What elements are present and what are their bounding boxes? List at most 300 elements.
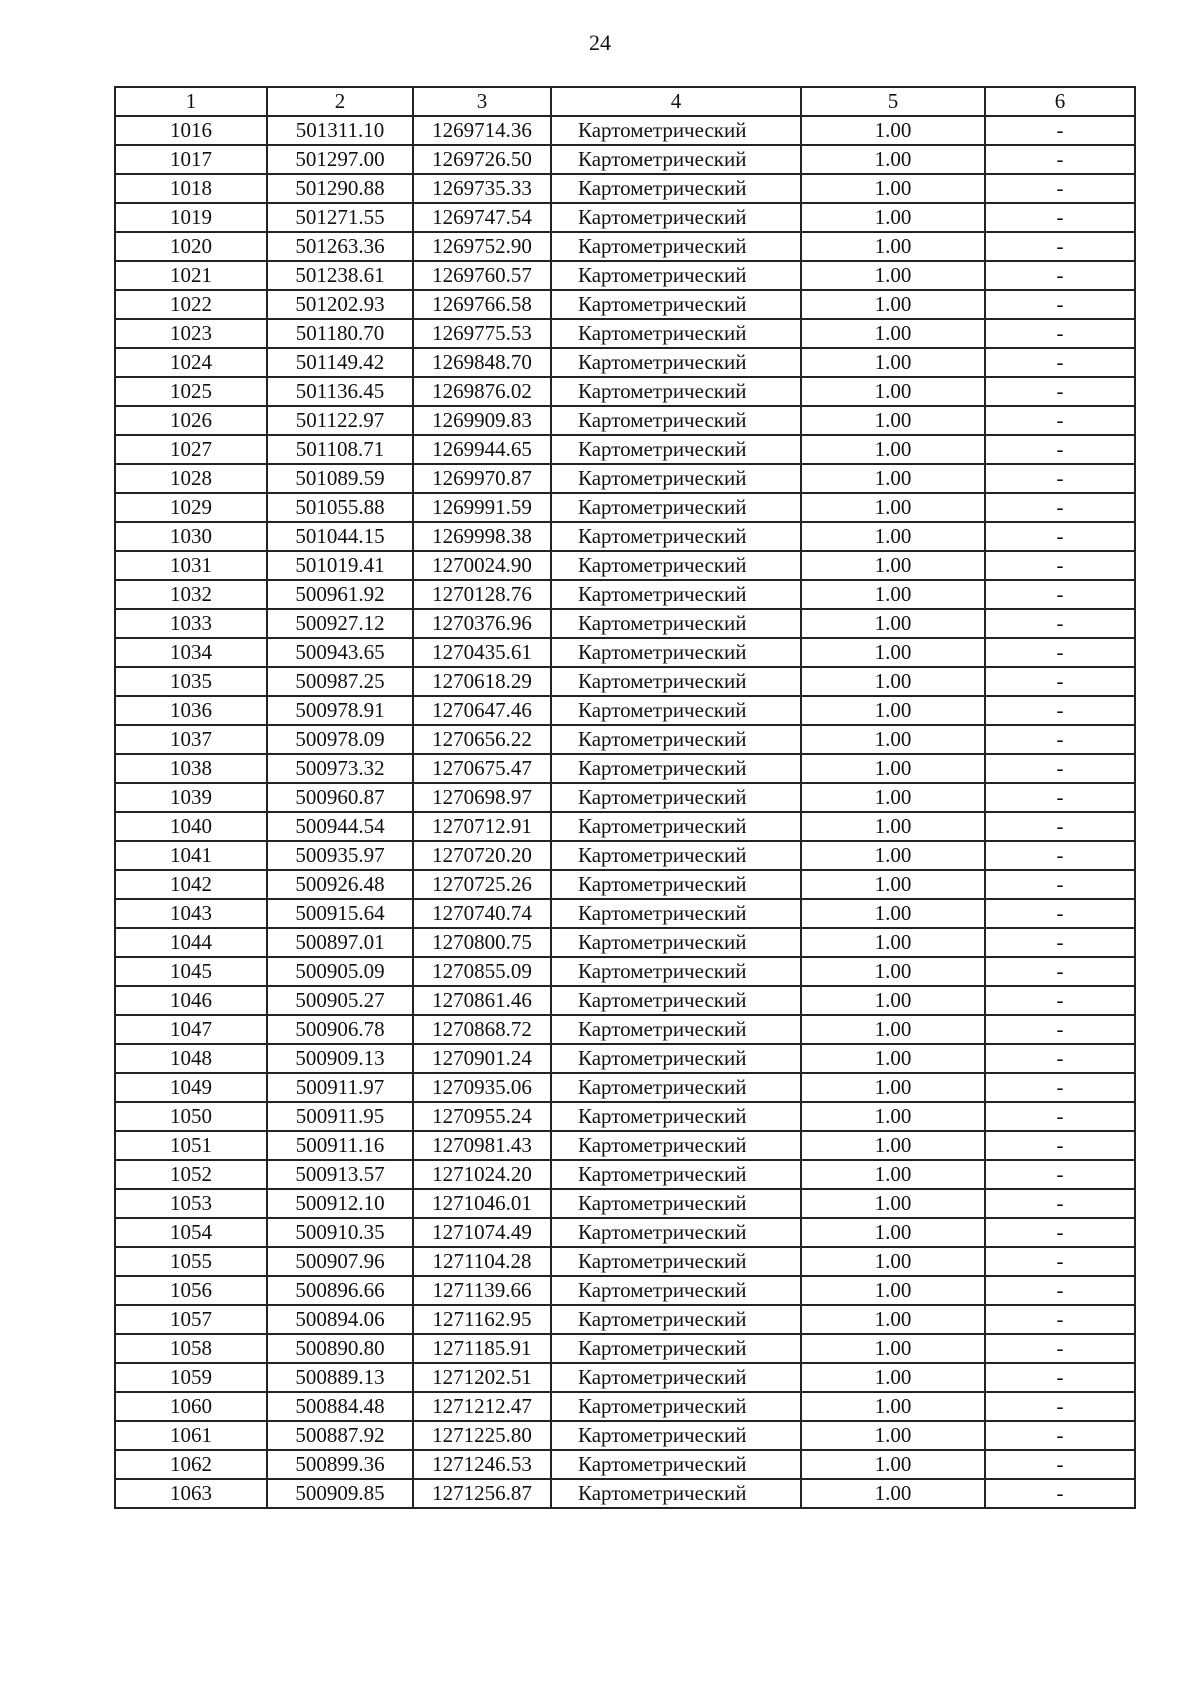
method-cell: Картометрический: [551, 203, 801, 232]
y-coordinate-cell: 1269944.65: [413, 435, 551, 464]
accuracy-cell: 1.00: [801, 1073, 985, 1102]
point-number-cell: 1027: [115, 435, 267, 464]
x-coordinate-cell: 500894.06: [267, 1305, 413, 1334]
note-cell: -: [985, 116, 1135, 145]
y-coordinate-cell: 1271246.53: [413, 1450, 551, 1479]
note-cell: -: [985, 522, 1135, 551]
x-coordinate-cell: 501108.71: [267, 435, 413, 464]
note-cell: -: [985, 1392, 1135, 1421]
y-coordinate-cell: 1269714.36: [413, 116, 551, 145]
method-cell: Картометрический: [551, 957, 801, 986]
note-cell: -: [985, 986, 1135, 1015]
note-cell: -: [985, 464, 1135, 493]
method-cell: Картометрический: [551, 1305, 801, 1334]
x-coordinate-cell: 500911.95: [267, 1102, 413, 1131]
point-number-cell: 1029: [115, 493, 267, 522]
y-coordinate-cell: 1271024.20: [413, 1160, 551, 1189]
accuracy-cell: 1.00: [801, 1450, 985, 1479]
column-header-6: 6: [985, 87, 1135, 116]
y-coordinate-cell: 1271185.91: [413, 1334, 551, 1363]
accuracy-cell: 1.00: [801, 1305, 985, 1334]
x-coordinate-cell: 501180.70: [267, 319, 413, 348]
note-cell: -: [985, 1450, 1135, 1479]
x-coordinate-cell: 500927.12: [267, 609, 413, 638]
point-number-cell: 1055: [115, 1247, 267, 1276]
method-cell: Картометрический: [551, 145, 801, 174]
note-cell: -: [985, 841, 1135, 870]
method-cell: Картометрический: [551, 667, 801, 696]
note-cell: -: [985, 232, 1135, 261]
accuracy-cell: 1.00: [801, 1044, 985, 1073]
table-row: [115, 841, 1135, 870]
table-row: [115, 1305, 1135, 1334]
method-cell: Картометрический: [551, 464, 801, 493]
accuracy-cell: 1.00: [801, 174, 985, 203]
y-coordinate-cell: 1270955.24: [413, 1102, 551, 1131]
note-cell: -: [985, 725, 1135, 754]
table-body: [115, 116, 1135, 1508]
method-cell: Картометрический: [551, 261, 801, 290]
accuracy-cell: 1.00: [801, 1015, 985, 1044]
accuracy-cell: 1.00: [801, 145, 985, 174]
accuracy-cell: 1.00: [801, 783, 985, 812]
point-number-cell: 1041: [115, 841, 267, 870]
table-row: [115, 1073, 1135, 1102]
note-cell: -: [985, 203, 1135, 232]
table-row: [115, 203, 1135, 232]
note-cell: -: [985, 1073, 1135, 1102]
table-row: [115, 1131, 1135, 1160]
method-cell: Картометрический: [551, 116, 801, 145]
note-cell: -: [985, 783, 1135, 812]
method-cell: Картометрический: [551, 1247, 801, 1276]
note-cell: -: [985, 1247, 1135, 1276]
y-coordinate-cell: 1271256.87: [413, 1479, 551, 1508]
table-header-row: [115, 87, 1135, 116]
accuracy-cell: 1.00: [801, 116, 985, 145]
y-coordinate-cell: 1270712.91: [413, 812, 551, 841]
table-row: [115, 348, 1135, 377]
table-row: [115, 319, 1135, 348]
column-header-1: 1: [115, 87, 267, 116]
table-row: [115, 522, 1135, 551]
table-row: [115, 899, 1135, 928]
method-cell: Картометрический: [551, 899, 801, 928]
y-coordinate-cell: 1271104.28: [413, 1247, 551, 1276]
note-cell: -: [985, 174, 1135, 203]
accuracy-cell: 1.00: [801, 754, 985, 783]
accuracy-cell: 1.00: [801, 580, 985, 609]
method-cell: Картометрический: [551, 1102, 801, 1131]
table-row: [115, 406, 1135, 435]
y-coordinate-cell: 1270800.75: [413, 928, 551, 957]
y-coordinate-cell: 1270675.47: [413, 754, 551, 783]
note-cell: -: [985, 580, 1135, 609]
point-number-cell: 1018: [115, 174, 267, 203]
x-coordinate-cell: 500889.13: [267, 1363, 413, 1392]
point-number-cell: 1036: [115, 696, 267, 725]
accuracy-cell: 1.00: [801, 464, 985, 493]
note-cell: -: [985, 1131, 1135, 1160]
y-coordinate-cell: 1270740.74: [413, 899, 551, 928]
y-coordinate-cell: 1270720.20: [413, 841, 551, 870]
y-coordinate-cell: 1270861.46: [413, 986, 551, 1015]
y-coordinate-cell: 1269726.50: [413, 145, 551, 174]
accuracy-cell: 1.00: [801, 1189, 985, 1218]
note-cell: -: [985, 638, 1135, 667]
table-row: [115, 1450, 1135, 1479]
x-coordinate-cell: 500897.01: [267, 928, 413, 957]
accuracy-cell: 1.00: [801, 899, 985, 928]
x-coordinate-cell: 500890.80: [267, 1334, 413, 1363]
column-header-4: 4: [551, 87, 801, 116]
point-number-cell: 1046: [115, 986, 267, 1015]
y-coordinate-cell: 1269848.70: [413, 348, 551, 377]
point-number-cell: 1040: [115, 812, 267, 841]
y-coordinate-cell: 1269991.59: [413, 493, 551, 522]
coordinates-table: [114, 86, 1136, 1509]
method-cell: Картометрический: [551, 841, 801, 870]
x-coordinate-cell: 501290.88: [267, 174, 413, 203]
accuracy-cell: 1.00: [801, 203, 985, 232]
x-coordinate-cell: 500905.09: [267, 957, 413, 986]
note-cell: -: [985, 145, 1135, 174]
y-coordinate-cell: 1270855.09: [413, 957, 551, 986]
note-cell: -: [985, 319, 1135, 348]
accuracy-cell: 1.00: [801, 986, 985, 1015]
accuracy-cell: 1.00: [801, 1102, 985, 1131]
method-cell: Картометрический: [551, 406, 801, 435]
x-coordinate-cell: 501271.55: [267, 203, 413, 232]
point-number-cell: 1037: [115, 725, 267, 754]
accuracy-cell: 1.00: [801, 1247, 985, 1276]
accuracy-cell: 1.00: [801, 1363, 985, 1392]
method-cell: Картометрический: [551, 1015, 801, 1044]
method-cell: Картометрический: [551, 348, 801, 377]
table-row: [115, 377, 1135, 406]
table-row: [115, 1421, 1135, 1450]
accuracy-cell: 1.00: [801, 957, 985, 986]
note-cell: -: [985, 261, 1135, 290]
table-row: [115, 870, 1135, 899]
x-coordinate-cell: 501202.93: [267, 290, 413, 319]
note-cell: -: [985, 899, 1135, 928]
x-coordinate-cell: 500911.16: [267, 1131, 413, 1160]
x-coordinate-cell: 500915.64: [267, 899, 413, 928]
x-coordinate-cell: 501263.36: [267, 232, 413, 261]
table-row: [115, 1015, 1135, 1044]
x-coordinate-cell: 501238.61: [267, 261, 413, 290]
table-row: [115, 667, 1135, 696]
point-number-cell: 1023: [115, 319, 267, 348]
accuracy-cell: 1.00: [801, 928, 985, 957]
x-coordinate-cell: 500899.36: [267, 1450, 413, 1479]
accuracy-cell: 1.00: [801, 609, 985, 638]
note-cell: -: [985, 609, 1135, 638]
method-cell: Картометрический: [551, 812, 801, 841]
table-row: [115, 1247, 1135, 1276]
x-coordinate-cell: 500905.27: [267, 986, 413, 1015]
y-coordinate-cell: 1269735.33: [413, 174, 551, 203]
x-coordinate-cell: 500978.09: [267, 725, 413, 754]
y-coordinate-cell: 1269760.57: [413, 261, 551, 290]
x-coordinate-cell: 501311.10: [267, 116, 413, 145]
table-row: [115, 145, 1135, 174]
point-number-cell: 1025: [115, 377, 267, 406]
accuracy-cell: 1.00: [801, 551, 985, 580]
accuracy-cell: 1.00: [801, 1218, 985, 1247]
table-row: [115, 1363, 1135, 1392]
accuracy-cell: 1.00: [801, 1160, 985, 1189]
y-coordinate-cell: 1269766.58: [413, 290, 551, 319]
column-header-5: 5: [801, 87, 985, 116]
method-cell: Картометрический: [551, 1073, 801, 1102]
point-number-cell: 1052: [115, 1160, 267, 1189]
point-number-cell: 1063: [115, 1479, 267, 1508]
y-coordinate-cell: 1270435.61: [413, 638, 551, 667]
x-coordinate-cell: 500935.97: [267, 841, 413, 870]
method-cell: Картометрический: [551, 232, 801, 261]
x-coordinate-cell: 500926.48: [267, 870, 413, 899]
column-header-3: 3: [413, 87, 551, 116]
y-coordinate-cell: 1269775.53: [413, 319, 551, 348]
y-coordinate-cell: 1269970.87: [413, 464, 551, 493]
y-coordinate-cell: 1269876.02: [413, 377, 551, 406]
method-cell: Картометрический: [551, 435, 801, 464]
y-coordinate-cell: 1271162.95: [413, 1305, 551, 1334]
method-cell: Картометрический: [551, 1160, 801, 1189]
method-cell: Картометрический: [551, 377, 801, 406]
y-coordinate-cell: 1270618.29: [413, 667, 551, 696]
note-cell: -: [985, 1160, 1135, 1189]
note-cell: -: [985, 957, 1135, 986]
x-coordinate-cell: 501136.45: [267, 377, 413, 406]
point-number-cell: 1030: [115, 522, 267, 551]
point-number-cell: 1028: [115, 464, 267, 493]
x-coordinate-cell: 500960.87: [267, 783, 413, 812]
note-cell: -: [985, 1015, 1135, 1044]
method-cell: Картометрический: [551, 986, 801, 1015]
method-cell: Картометрический: [551, 696, 801, 725]
method-cell: Картометрический: [551, 928, 801, 957]
table-row: [115, 1392, 1135, 1421]
column-header-2: 2: [267, 87, 413, 116]
note-cell: -: [985, 1276, 1135, 1305]
accuracy-cell: 1.00: [801, 870, 985, 899]
point-number-cell: 1049: [115, 1073, 267, 1102]
table-row: [115, 1102, 1135, 1131]
method-cell: Картометрический: [551, 1189, 801, 1218]
x-coordinate-cell: 500884.48: [267, 1392, 413, 1421]
note-cell: -: [985, 928, 1135, 957]
note-cell: -: [985, 348, 1135, 377]
point-number-cell: 1042: [115, 870, 267, 899]
note-cell: -: [985, 377, 1135, 406]
y-coordinate-cell: 1270376.96: [413, 609, 551, 638]
point-number-cell: 1035: [115, 667, 267, 696]
x-coordinate-cell: 500911.97: [267, 1073, 413, 1102]
table-row: [115, 464, 1135, 493]
point-number-cell: 1031: [115, 551, 267, 580]
method-cell: Картометрический: [551, 1392, 801, 1421]
accuracy-cell: 1.00: [801, 232, 985, 261]
accuracy-cell: 1.00: [801, 406, 985, 435]
x-coordinate-cell: 500907.96: [267, 1247, 413, 1276]
note-cell: -: [985, 1044, 1135, 1073]
y-coordinate-cell: 1270024.90: [413, 551, 551, 580]
method-cell: Картометрический: [551, 1218, 801, 1247]
y-coordinate-cell: 1270698.97: [413, 783, 551, 812]
method-cell: Картометрический: [551, 1421, 801, 1450]
method-cell: Картометрический: [551, 638, 801, 667]
table-row: [115, 725, 1135, 754]
accuracy-cell: 1.00: [801, 1334, 985, 1363]
point-number-cell: 1058: [115, 1334, 267, 1363]
table-row: [115, 493, 1135, 522]
method-cell: Картометрический: [551, 1334, 801, 1363]
note-cell: -: [985, 1218, 1135, 1247]
method-cell: Картометрический: [551, 551, 801, 580]
x-coordinate-cell: 500912.10: [267, 1189, 413, 1218]
x-coordinate-cell: 501122.97: [267, 406, 413, 435]
method-cell: Картометрический: [551, 1479, 801, 1508]
point-number-cell: 1034: [115, 638, 267, 667]
y-coordinate-cell: 1271225.80: [413, 1421, 551, 1450]
point-number-cell: 1024: [115, 348, 267, 377]
method-cell: Картометрический: [551, 290, 801, 319]
point-number-cell: 1057: [115, 1305, 267, 1334]
table-row: [115, 290, 1135, 319]
x-coordinate-cell: 500973.32: [267, 754, 413, 783]
accuracy-cell: 1.00: [801, 1131, 985, 1160]
point-number-cell: 1051: [115, 1131, 267, 1160]
note-cell: -: [985, 1334, 1135, 1363]
accuracy-cell: 1.00: [801, 638, 985, 667]
accuracy-cell: 1.00: [801, 812, 985, 841]
accuracy-cell: 1.00: [801, 261, 985, 290]
table-row: [115, 638, 1135, 667]
point-number-cell: 1038: [115, 754, 267, 783]
y-coordinate-cell: 1270725.26: [413, 870, 551, 899]
method-cell: Картометрический: [551, 754, 801, 783]
table-row: [115, 1276, 1135, 1305]
accuracy-cell: 1.00: [801, 493, 985, 522]
note-cell: -: [985, 1479, 1135, 1508]
note-cell: -: [985, 493, 1135, 522]
table-row: [115, 783, 1135, 812]
accuracy-cell: 1.00: [801, 1392, 985, 1421]
point-number-cell: 1056: [115, 1276, 267, 1305]
method-cell: Картометрический: [551, 783, 801, 812]
y-coordinate-cell: 1270868.72: [413, 1015, 551, 1044]
method-cell: Картометрический: [551, 174, 801, 203]
y-coordinate-cell: 1271046.01: [413, 1189, 551, 1218]
table-row: [115, 928, 1135, 957]
accuracy-cell: 1.00: [801, 1479, 985, 1508]
y-coordinate-cell: 1270935.06: [413, 1073, 551, 1102]
note-cell: -: [985, 1102, 1135, 1131]
note-cell: -: [985, 754, 1135, 783]
y-coordinate-cell: 1270981.43: [413, 1131, 551, 1160]
note-cell: -: [985, 1305, 1135, 1334]
accuracy-cell: 1.00: [801, 348, 985, 377]
method-cell: Картометрический: [551, 522, 801, 551]
y-coordinate-cell: 1270128.76: [413, 580, 551, 609]
y-coordinate-cell: 1271074.49: [413, 1218, 551, 1247]
note-cell: -: [985, 1189, 1135, 1218]
note-cell: -: [985, 1421, 1135, 1450]
point-number-cell: 1044: [115, 928, 267, 957]
y-coordinate-cell: 1269998.38: [413, 522, 551, 551]
y-coordinate-cell: 1271212.47: [413, 1392, 551, 1421]
x-coordinate-cell: 500887.92: [267, 1421, 413, 1450]
x-coordinate-cell: 500910.35: [267, 1218, 413, 1247]
x-coordinate-cell: 501044.15: [267, 522, 413, 551]
method-cell: Картометрический: [551, 1276, 801, 1305]
point-number-cell: 1016: [115, 116, 267, 145]
x-coordinate-cell: 501149.42: [267, 348, 413, 377]
table-row: [115, 116, 1135, 145]
point-number-cell: 1060: [115, 1392, 267, 1421]
table-row: [115, 754, 1135, 783]
accuracy-cell: 1.00: [801, 1421, 985, 1450]
y-coordinate-cell: 1269747.54: [413, 203, 551, 232]
point-number-cell: 1061: [115, 1421, 267, 1450]
x-coordinate-cell: 500913.57: [267, 1160, 413, 1189]
method-cell: Картометрический: [551, 1450, 801, 1479]
accuracy-cell: 1.00: [801, 522, 985, 551]
table-row: [115, 1160, 1135, 1189]
table-row: [115, 609, 1135, 638]
table-row: [115, 261, 1135, 290]
point-number-cell: 1032: [115, 580, 267, 609]
method-cell: Картометрический: [551, 1131, 801, 1160]
note-cell: -: [985, 406, 1135, 435]
accuracy-cell: 1.00: [801, 667, 985, 696]
table-row: [115, 986, 1135, 1015]
point-number-cell: 1022: [115, 290, 267, 319]
table-row: [115, 174, 1135, 203]
table-row: [115, 957, 1135, 986]
accuracy-cell: 1.00: [801, 1276, 985, 1305]
point-number-cell: 1054: [115, 1218, 267, 1247]
x-coordinate-cell: 501089.59: [267, 464, 413, 493]
point-number-cell: 1053: [115, 1189, 267, 1218]
note-cell: -: [985, 870, 1135, 899]
coordinates-table-container: [114, 86, 1134, 1509]
accuracy-cell: 1.00: [801, 696, 985, 725]
table-row: [115, 812, 1135, 841]
point-number-cell: 1020: [115, 232, 267, 261]
x-coordinate-cell: 500909.85: [267, 1479, 413, 1508]
note-cell: -: [985, 667, 1135, 696]
point-number-cell: 1039: [115, 783, 267, 812]
x-coordinate-cell: 501019.41: [267, 551, 413, 580]
method-cell: Картометрический: [551, 609, 801, 638]
method-cell: Картометрический: [551, 580, 801, 609]
table-row: [115, 580, 1135, 609]
point-number-cell: 1033: [115, 609, 267, 638]
point-number-cell: 1059: [115, 1363, 267, 1392]
y-coordinate-cell: 1270656.22: [413, 725, 551, 754]
table-row: [115, 551, 1135, 580]
method-cell: Картометрический: [551, 1363, 801, 1392]
x-coordinate-cell: 501055.88: [267, 493, 413, 522]
point-number-cell: 1043: [115, 899, 267, 928]
point-number-cell: 1050: [115, 1102, 267, 1131]
x-coordinate-cell: 500896.66: [267, 1276, 413, 1305]
note-cell: -: [985, 551, 1135, 580]
